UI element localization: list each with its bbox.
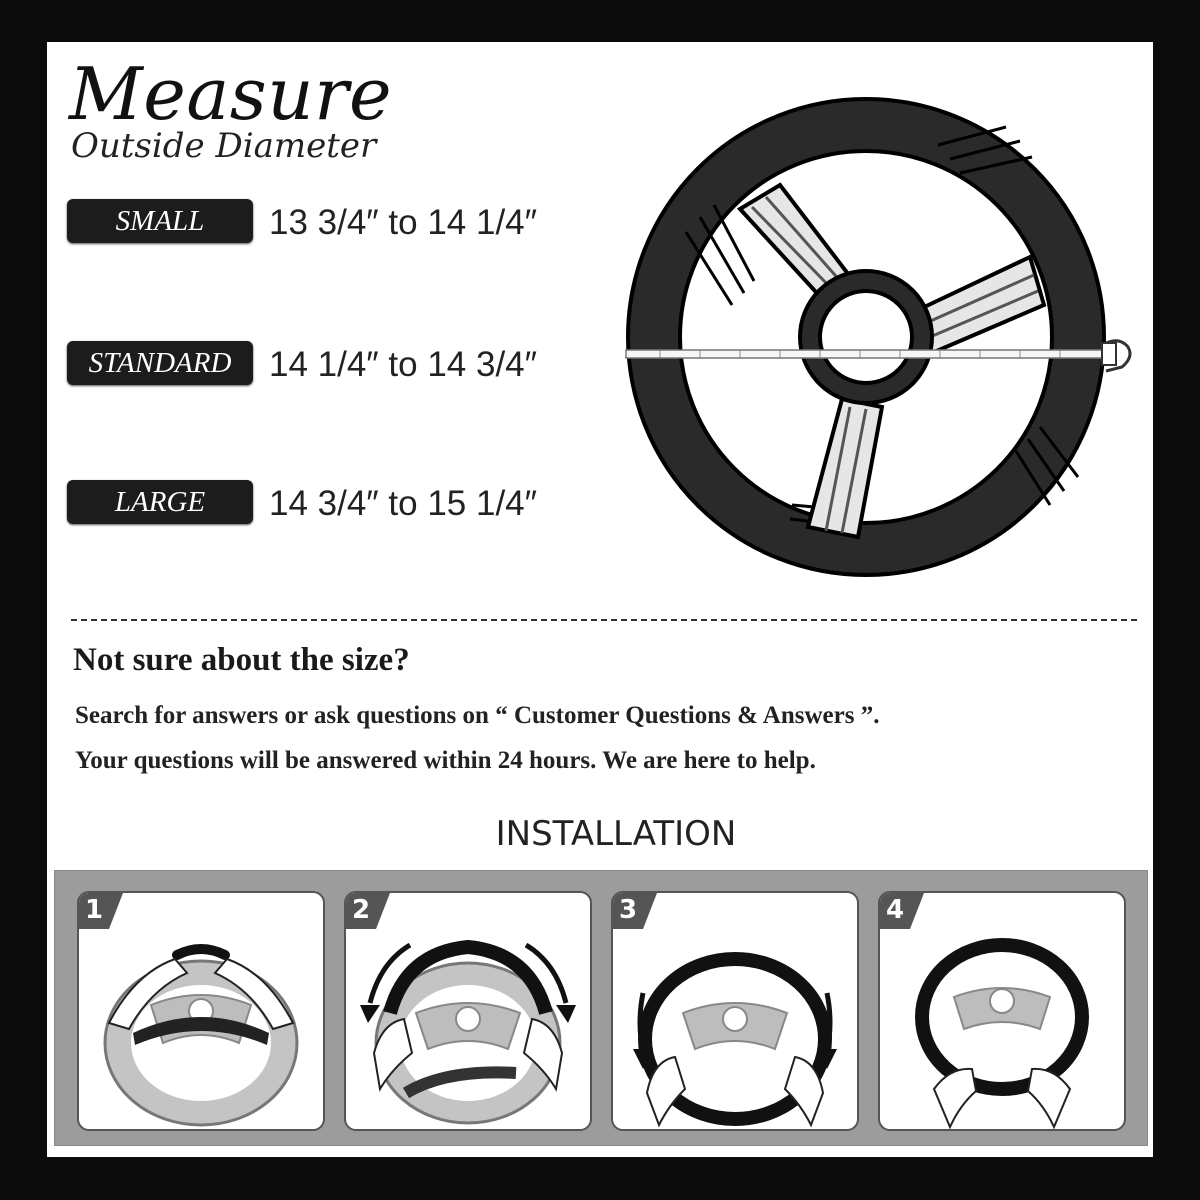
install-step-4-illustration [880,893,1124,1129]
install-step-1-number: 1 [85,895,104,925]
install-step-1 [77,891,325,1131]
install-step-2 [344,891,592,1131]
install-step-3 [611,891,859,1131]
help-line-2: Your questions will be answered within 24 hours. We are here to help. [75,747,816,774]
size-range-large: 14 3/4″ to 15 1/4″ [269,484,538,523]
install-step-4-number: 4 [886,895,905,925]
size-badge-large: LARGE [67,480,253,524]
install-step-3-illustration [613,893,857,1129]
steering-wheel-measure-illustration [620,67,1160,587]
size-range-small: 13 3/4″ to 14 1/4″ [269,203,538,242]
help-title: Not sure about the size? [73,642,410,678]
help-line-1: Search for answers or ask questions on “ Customer Questions & Answers ”. [75,702,880,729]
size-range-standard: 14 1/4″ to 14 3/4″ [269,345,538,384]
install-step-3-number: 3 [619,895,638,925]
size-badge-standard: STANDARD [67,341,253,385]
page-title: Measure [69,52,393,136]
install-step-2-number: 2 [352,895,371,925]
page-subtitle: Outside Diameter [71,126,377,166]
install-step-2-illustration [346,893,590,1129]
size-guide-panel [47,42,1153,1157]
section-divider [71,619,1137,621]
installation-steps [54,870,1148,1146]
size-badge-small: SMALL [67,199,253,243]
install-step-4 [878,891,1126,1131]
installation-title: INSTALLATION [495,814,737,854]
install-step-1-illustration [79,893,323,1129]
